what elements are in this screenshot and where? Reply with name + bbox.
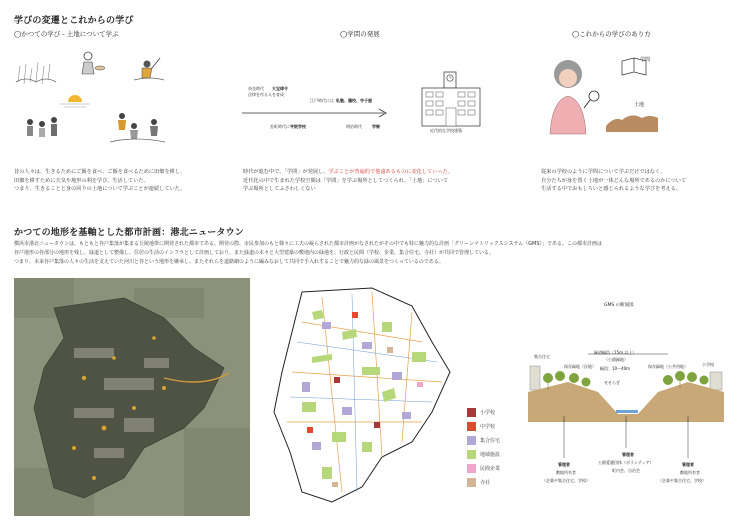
label-gakumon: 学問 xyxy=(640,57,651,63)
traditional-learning-illustration xyxy=(10,44,170,154)
col2-body xyxy=(243,168,513,194)
timeline-label2b: 私塾、藩校、寺子屋 xyxy=(336,98,372,103)
section2-title: かつての地形を基軸とした都市計画：港北ニュータウン xyxy=(14,228,245,238)
section2-body xyxy=(14,240,730,267)
label-tochi: 土地 xyxy=(634,102,645,108)
manager3-line2: （企業や集合住宅、学校） xyxy=(658,478,706,483)
timeline-label3a: 室町時代に xyxy=(270,124,290,129)
building-caption: 近代的な学校建築 xyxy=(430,128,462,133)
legend-swatch xyxy=(467,408,476,417)
timeline-label1c: 法律を作る人を育成 xyxy=(248,92,284,97)
legend-label: 小学校 xyxy=(480,410,496,416)
legend-swatch xyxy=(467,422,476,431)
legend-label: 中学校 xyxy=(480,424,496,430)
legend-swatch xyxy=(467,436,476,445)
gms-stream: せせらぎ xyxy=(604,380,620,385)
legend-label: 集合住宅 xyxy=(480,438,501,444)
manager1-line2: （企業や集合住宅、学校） xyxy=(542,478,590,483)
col1-body-line3: つまり、生きることと身の回りの土地について学ぶことが連続していた。 xyxy=(14,186,186,192)
gms-right-top: 小学校 xyxy=(702,362,714,367)
landuse-map xyxy=(262,282,460,510)
modern-school-building-illustration xyxy=(418,70,486,132)
legend-label: 民間企業 xyxy=(480,466,501,472)
section2-body-line3: つまり、本来谷戸集落の人々の生活を支えていた河川と谷という地形を継承し、またそれらを道路網のように編みなおして共同で手入れすることで魅力的な緑の風景をつくっているのである。 xyxy=(14,259,444,265)
col2-heading: ◯学問の発展 xyxy=(340,30,380,38)
col1-body xyxy=(14,168,234,194)
legend-item xyxy=(467,422,495,431)
col3-body xyxy=(541,168,736,194)
gms-left-top: 集合住宅 xyxy=(534,354,550,359)
col2-body-line3: 学ぶ場所としてふさわしくない xyxy=(243,186,316,192)
timeline-label2a: 江戸時代には xyxy=(310,98,334,103)
future-learning-illustration xyxy=(540,48,670,140)
timeline-label4a: 明治時代 xyxy=(346,124,362,129)
legend-item xyxy=(467,464,500,473)
gms-cross-section xyxy=(528,352,724,422)
legend-item xyxy=(467,436,500,445)
manager1-title: 管理者 xyxy=(558,462,570,467)
legend-swatch xyxy=(467,464,476,473)
manager3-line1: 敷地所有者 xyxy=(680,470,700,475)
legend-item xyxy=(467,450,500,459)
map-legend xyxy=(467,408,527,488)
col3-body-line1: 従来の学校のように学問について学ぶだけではなく、 xyxy=(541,169,666,175)
manager2-title: 管理者 xyxy=(622,452,634,457)
aerial-photo xyxy=(14,278,250,516)
legend-swatch xyxy=(467,450,476,459)
col1-heading: ◯かつての学び - 土地について学ぶ xyxy=(14,30,119,38)
legend-item xyxy=(467,478,490,487)
col2-body-line1b: 学ぶことが普遍的で他遠あるものに変化していった。 xyxy=(328,169,453,175)
timeline-label3b: 寺院学校 xyxy=(290,124,306,129)
gms-width-label: 緑道幅員（15m 以上） xyxy=(594,350,637,355)
gms-sub1: （公園緑地） xyxy=(604,357,628,362)
gms-sub2: 幅員：10～40m xyxy=(600,366,631,371)
col3-body-line2: 自分たちが身を置く土地が一体どんな場所であるのかについて xyxy=(541,177,687,184)
section2-body-line1: 横浜市港北ニュータウンは、もともと谷戸集落が集まる丘陵地帯に開発された都市である。開発の際、市民参加のもと様々に工夫の凝らされた都市計画がなされたがその中でも特に魅力的な計画「グリーンマトリックスシステム（GMS）」である。この都市計画は xyxy=(14,241,603,247)
legend-label: 地域施設 xyxy=(480,452,501,458)
manager3-title: 管理者 xyxy=(682,462,694,467)
legend-item xyxy=(467,408,495,417)
manager2-line2: 町内会、自治会 xyxy=(612,468,640,473)
col2-body-line1a: 時代が進む中で、「学問」が発展し、 xyxy=(243,169,329,175)
timeline-arrow xyxy=(240,108,390,118)
section1-title: 学びの変遷とこれからの学び xyxy=(14,16,134,26)
legend-swatch xyxy=(467,478,476,487)
timeline-label4b: 学制 xyxy=(372,124,380,129)
col3-body-line3: 生活する中でおもしろいと感じられるような学びを考える。 xyxy=(541,186,682,192)
col2-body-line2: 近代化の中で生まれた学校空間は「学問」を学ぶ場所としてつくられ、「土地」について xyxy=(243,177,449,184)
gms-hozen2: 保存緑地（公共用地） xyxy=(648,364,688,369)
col1-body-line1: 昔の人々は、生きるためにご飯を食べ、ご飯を食べるために田畑を耕し、 xyxy=(14,169,186,175)
timeline-label1a: 奈良時代 xyxy=(248,86,264,91)
section2-body-line2: 谷戸地形の谷部分の地形を残し、緑道として整備し、住居の生活のインフラとして計画しており、また緑道の木々と大型建築の敷地内の緑地を、行政と民間（学校、企業、集合住宅、寺社）が共同で管理している。 xyxy=(14,250,495,256)
col3-heading: ◯これからの学びのあり方 xyxy=(572,30,651,38)
gms-hozen1: 保存緑地（民地） xyxy=(564,364,596,369)
col1-body-line2: 田畑を耕すために天気や地形の利を学び、生活していた。 xyxy=(14,177,149,184)
timeline-label1b: 大宝律令 xyxy=(272,86,288,91)
gms-title: GMS の断面図 xyxy=(604,303,634,308)
legend-label: 寺社 xyxy=(480,480,491,486)
manager2-line1: 公園愛護団体（ボランティア） xyxy=(598,460,654,465)
manager1-line1: 敷地所有者 xyxy=(556,470,576,475)
